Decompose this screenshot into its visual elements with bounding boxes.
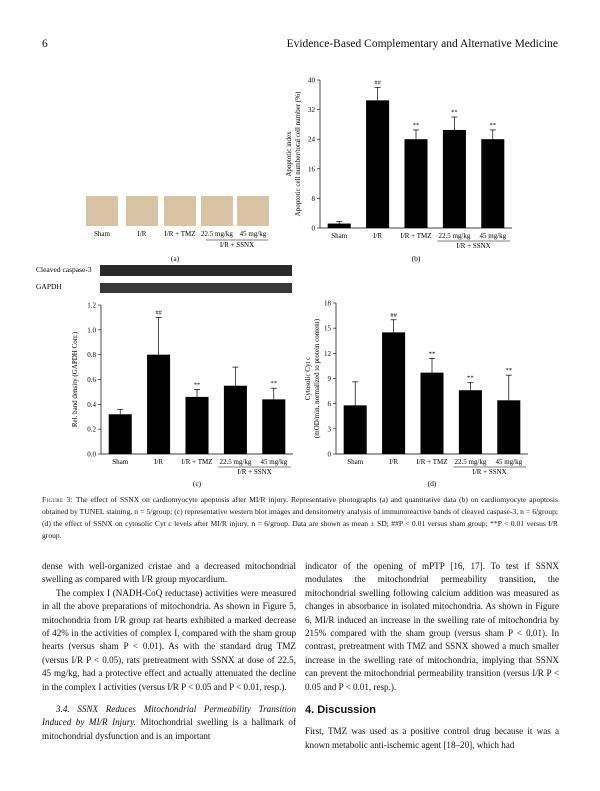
tunel-photo: [164, 196, 196, 226]
photo-label: Sham: [94, 230, 110, 238]
significance-mark: **: [270, 380, 278, 388]
x-tick-label: 45 mg/kg: [260, 458, 288, 466]
x-tick-label: I/R: [154, 458, 164, 466]
significance-mark: **: [412, 121, 420, 129]
y-axis-label: (mOD/min, normalized to protein content): [313, 318, 321, 439]
y-tick-label: 12: [324, 349, 331, 358]
x-tick-label: 45 mg/kg: [479, 232, 507, 240]
bar: [344, 405, 367, 454]
tunel-photo: [201, 196, 233, 226]
figure-caption: [42, 494, 558, 542]
bar: [328, 224, 351, 228]
y-tick-label: 6: [327, 400, 331, 409]
y-tick-label: 0.6: [87, 376, 96, 384]
bar: [366, 100, 389, 228]
y-tick-label: 0.8: [87, 351, 96, 360]
caption-label: Figure 3:: [42, 495, 74, 504]
bracket-label: I/R + SSNX: [472, 468, 507, 476]
journal-title: Evidence-Based Complementary and Alternative Medicine: [286, 38, 558, 50]
x-tick-label: Sham: [112, 458, 129, 466]
paragraph: Mitochondrial swelling is a hallmark of mitochondrial dysfunction and is an important: [42, 717, 296, 741]
y-axis-label: Apoptotic index: [285, 131, 293, 177]
y-tick-label: 1.0: [87, 326, 96, 335]
paragraph: dense with well-organized cristae and a decreased mitochondrial swelling as compared with I/R group myocardium.: [42, 561, 296, 585]
y-tick-label: 18: [324, 299, 331, 308]
x-tick-label: I/R + TMZ: [416, 458, 448, 466]
bar: [109, 414, 132, 454]
significance-mark: **: [489, 121, 497, 129]
y-tick-label: 0.2: [87, 425, 96, 434]
photo-label: 22.5 mg/kg: [201, 230, 233, 238]
page-number: 6: [42, 38, 48, 50]
bar: [420, 373, 443, 454]
bar: [459, 390, 482, 454]
panel-a-photos: [86, 196, 269, 263]
x-tick-label: 22.5 mg/kg: [219, 458, 252, 466]
photo-label: 45 mg/kg: [239, 230, 267, 238]
column-left: [42, 560, 296, 743]
chart-d: [304, 300, 528, 489]
y-tick-label: 1.2: [87, 301, 96, 310]
y-tick-label: 16: [308, 165, 315, 174]
panel-label: (c): [192, 479, 202, 488]
bar: [382, 332, 405, 454]
bracket-label: I/R + SSNX: [237, 468, 272, 476]
y-tick-label: 3: [327, 425, 331, 434]
caption-text: The effect of SSNX on cardiomyocyte apoptosis after MI/R injury. Representative photographs (a) and quantitative data (b) on cardiomyocyte apoptosis obtained by TUNEL staining, n = 5/group; (c) representative western blot images and densitometry analysis of immunoreactive bands of cleaved caspase-3, n = 6/group; (d) the effect of SSNX on cytosolic Cyt c levels after MI/R injury, n = 6/group. Data are shown as mean ± SD; ##P < 0.01 versus sham group; **P < 0.01 versus I/R group.: [42, 495, 558, 540]
tunel-photo: [237, 196, 269, 226]
bar: [404, 139, 427, 228]
y-axis-label: Rel. band density (GAPDH Corr.): [71, 331, 79, 428]
panel-label: (a): [170, 254, 180, 263]
x-tick-label: Sham: [331, 232, 348, 240]
chart-c: [71, 302, 293, 489]
chart-b: [285, 77, 512, 264]
photo-label: I/R + TMZ: [164, 230, 196, 238]
significance-mark: **: [451, 109, 458, 116]
x-tick-label: I/R: [389, 458, 399, 466]
y-tick-label: 0.4: [87, 400, 96, 409]
y-tick-label: 9: [327, 375, 331, 383]
bar: [262, 399, 285, 454]
significance-mark: ##: [155, 309, 162, 317]
significance-mark: **: [193, 381, 201, 389]
bar: [147, 355, 170, 454]
paragraph: First, TMZ was used as a positive control drug because it was a known metabolic anti-ischemic agent [18–20], which had: [305, 726, 559, 750]
y-axis-label: Apoptotic cell number/total cell number (%): [294, 91, 302, 217]
column-right: [305, 560, 559, 752]
x-tick-label: I/R: [373, 232, 383, 240]
bar: [185, 397, 208, 454]
significance-mark: **: [467, 374, 474, 382]
panel-label: (b): [411, 254, 421, 263]
bar: [481, 139, 504, 228]
significance-mark: **: [505, 367, 513, 375]
photo-label: I/R: [137, 230, 147, 238]
y-tick-label: 0: [311, 224, 315, 233]
x-tick-label: 45 mg/kg: [495, 458, 523, 466]
x-tick-label: 22.5 mg/kg: [438, 232, 471, 240]
blot-row-label: GAPDH: [36, 282, 62, 291]
bar: [224, 386, 247, 454]
y-axis-label: Cytosolic Cyt c: [304, 356, 312, 401]
bar: [497, 400, 520, 454]
bracket-label: I/R + SSNX: [219, 241, 255, 249]
bracket-label: I/R + SSNX: [456, 242, 491, 250]
blot-row-label: Cleaved caspase-3: [36, 265, 92, 274]
y-tick-label: 15: [324, 324, 331, 333]
y-tick-label: 8: [311, 194, 315, 203]
y-tick-label: 32: [308, 106, 315, 115]
x-tick-label: I/R + TMZ: [400, 232, 432, 240]
panel-label: (d): [427, 479, 437, 488]
x-tick-label: Sham: [347, 458, 364, 466]
western-blot: [36, 265, 292, 293]
significance-mark: ##: [390, 311, 397, 319]
blot-band: [100, 283, 292, 293]
y-tick-label: 24: [308, 135, 315, 144]
tunel-photo: [126, 196, 158, 226]
x-tick-label: 22.5 mg/kg: [454, 458, 487, 466]
blot-band: [100, 265, 292, 276]
bar: [443, 130, 466, 228]
y-tick-label: 0: [327, 450, 331, 459]
tunel-photo: [86, 196, 118, 226]
paragraph: indicator of the opening of mPTP [16, 17]. To test if SSNX modulates the mitochondrial permeability transition, the mitochondrial swelling following calcium addition was measured as changes in absorbance in isolated mitochondria. As shown in Figure 6, MI/R induced an increase in the swelling rate of mitochondria by 215% compared with the sham group (versus sham P < 0.01). In contrast, pretreatment with TMZ and SSNX showed a much smaller increase in the swelling rate of mitochondria, implying that SSNX can prevent the mitochondrial permeability transition (versus I/R P < 0.05 and P < 0.01, resp.).: [305, 561, 559, 692]
section-heading: 4. Discussion: [305, 704, 376, 717]
paragraph: The complex I (NADH-CoQ reductase) activities were measured in all the above preparations of mitochondria. As shown in Figure 5, mitochondria from I/R group rat hearts exhibited a marked decrease of 42% in the activities of complex I, compared with the sham group hearts (versus sham P < 0.01). As with the standard drug TMZ (versus I/R P < 0.05), rats pretreatment with SSNX at dose of 22.5, 45 mg/kg, had a protective effect and actually attenuated the decline in the complex I activities (versus I/R P < 0.05 and P < 0.01, resp.).: [42, 587, 296, 692]
y-tick-label: 40: [308, 76, 315, 85]
x-tick-label: I/R + TMZ: [181, 458, 213, 466]
significance-mark: ##: [374, 79, 381, 87]
y-tick-label: 0.0: [87, 450, 96, 459]
subsection-heading: 3.4. SSNX Reduces Mitochondrial Permeability Transition Induced by MI/R Injury.: [42, 704, 296, 728]
significance-mark: **: [428, 350, 436, 358]
